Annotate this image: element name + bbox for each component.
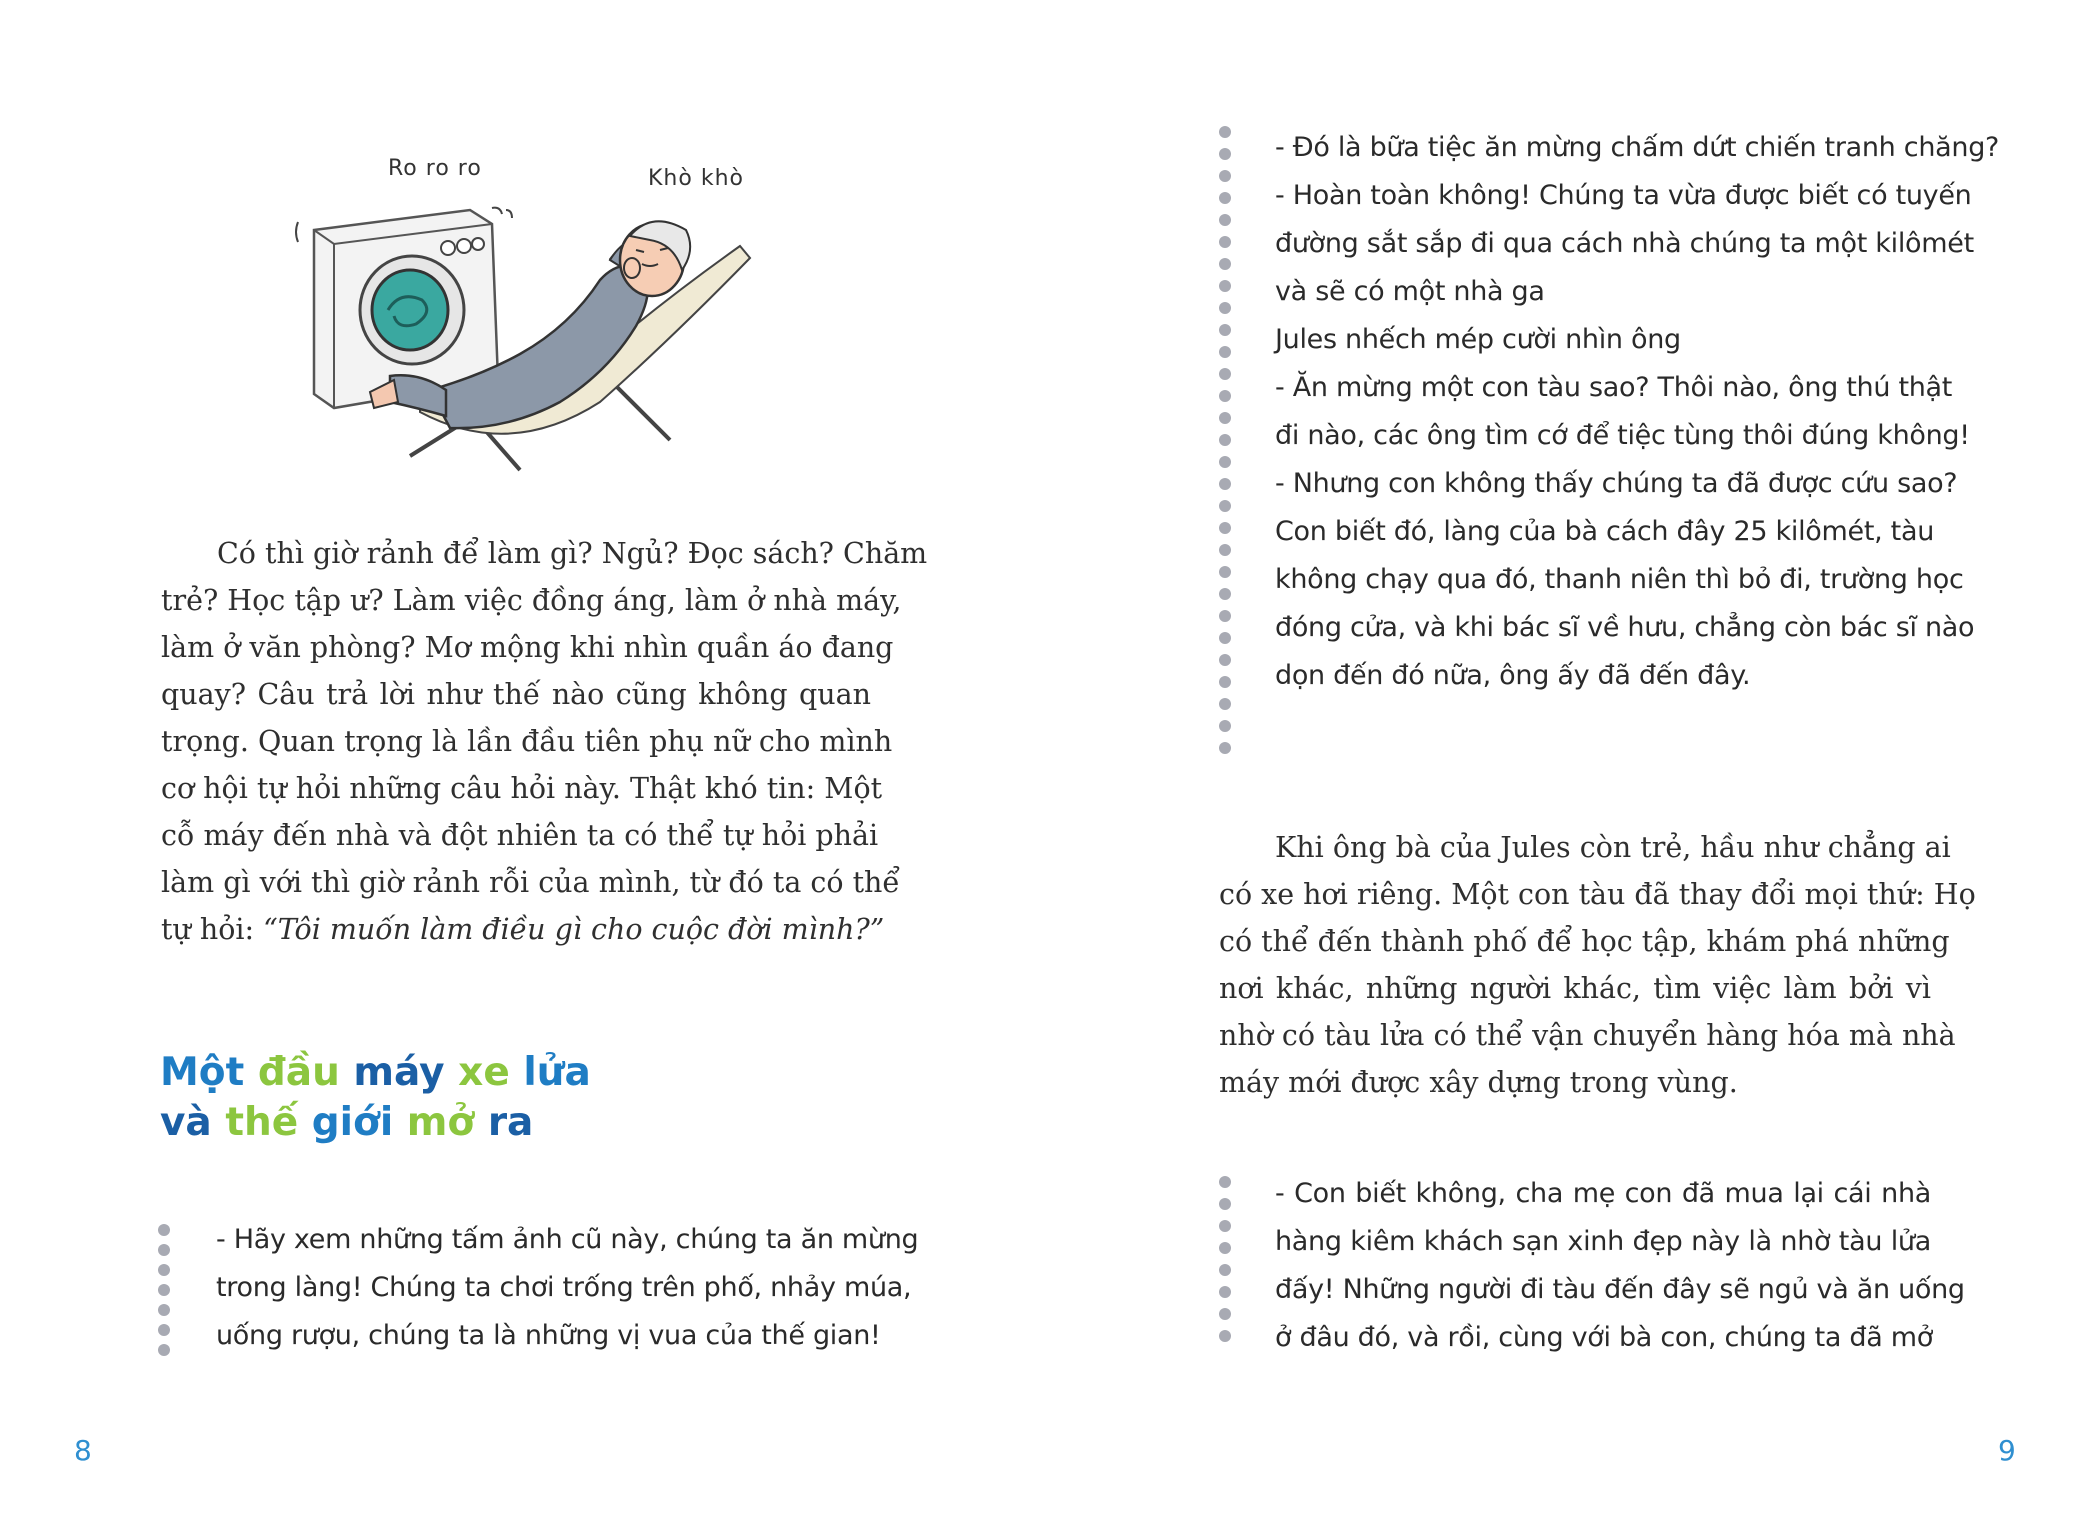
right-page	[1039, 0, 2078, 1528]
paragraph-line: làm ở văn phòng? Mơ mộng khi nhìn quần áo đang	[161, 631, 894, 664]
paragraph-line: cỗ máy đến nhà và đột nhiên ta có thể tự hỏi phải	[161, 819, 879, 852]
paragraph-last-prefix: tự hỏi:	[161, 913, 264, 946]
dialog-line: đóng cửa, và khi bác sĩ về hưu, chẳng còn bác sĩ nào	[1275, 612, 1975, 643]
heading-line-1	[160, 1048, 591, 1098]
paragraph-last-line	[161, 906, 885, 953]
heading-word: lửa	[523, 1050, 591, 1095]
washing-machine-illustration	[270, 140, 790, 510]
heading-word: Một	[160, 1050, 245, 1095]
dialog-line: hàng kiêm khách sạn xinh đẹp này là nhờ tàu lửa	[1275, 1226, 1931, 1257]
sound-label-washer: Ro ro ro	[388, 156, 482, 181]
dialog-line: ở đâu đó, và rồi, cùng với bà con, chúng ta đã mở	[1275, 1322, 1933, 1353]
heading-word: xe	[458, 1050, 510, 1095]
heading-word: thế	[225, 1100, 299, 1145]
paragraph-line: nhờ có tàu lửa có thể vận chuyển hàng hóa mà nhà	[1219, 1019, 1956, 1052]
dialog-line: đấy! Những người đi tàu đến đây sẽ ngủ và ăn uống	[1275, 1274, 1965, 1305]
paragraph-line: quay? Câu trả lời như thế nào cũng không quan	[161, 678, 871, 711]
heading-word: ra	[487, 1100, 534, 1145]
dialog-line: trong làng! Chúng ta chơi trống trên phố, nhảy múa,	[216, 1272, 912, 1303]
paragraph-line: trẻ? Học tập ư? Làm việc đồng áng, làm ở nhà máy,	[161, 584, 902, 617]
dialog-line: - Đó là bữa tiệc ăn mừng chấm dứt chiến tranh chăng?	[1275, 132, 2000, 163]
right-dialog-1	[1275, 124, 2000, 700]
dialog-line: uống rượu, chúng ta là những vị vua của thế gian!	[216, 1320, 881, 1351]
paragraph-line: có thể đến thành phố để học tập, khám phá những	[1219, 925, 1950, 958]
dialog-line: Jules nhếch mép cười nhìn ông	[1275, 324, 1681, 355]
dialog-line: - Con biết không, cha mẹ con đã mua lại cái nhà	[1275, 1178, 1931, 1209]
paragraph-line: có xe hơi riêng. Một con tàu đã thay đổi mọi thứ: Họ	[1219, 878, 1976, 911]
woman-resting-by-washer-drawing	[270, 140, 790, 510]
dialog-dot-column	[1219, 1176, 1233, 1356]
right-body-paragraph	[1219, 824, 1976, 1106]
dialog-line: - Ăn mừng một con tàu sao? Thôi nào, ông thú thật	[1275, 372, 1953, 403]
left-body-paragraph	[161, 530, 928, 953]
dialog-dot-column	[1219, 126, 1233, 756]
heading-word: máy	[353, 1050, 445, 1095]
paragraph-line: Có thì giờ rảnh để làm gì? Ngủ? Đọc sách? Chăm	[217, 537, 928, 570]
heading-line-2	[160, 1098, 591, 1148]
left-dialog	[216, 1216, 919, 1360]
section-heading	[160, 1048, 591, 1148]
right-dialog-2	[1275, 1170, 1965, 1362]
paragraph-quote: “Tôi muốn làm điều gì cho cuộc đời mình?”	[263, 913, 885, 946]
paragraph-line: làm gì với thì giờ rảnh rỗi của mình, từ đó ta có thể	[161, 866, 900, 899]
paragraph-line: nơi khác, những người khác, tìm việc làm bởi vì	[1219, 972, 1931, 1005]
page-number-left: 8	[74, 1434, 92, 1467]
paragraph-line: trọng. Quan trọng là lần đầu tiên phụ nữ cho mình	[161, 725, 893, 758]
dialog-dot-column	[158, 1224, 172, 1354]
dialog-line: đi nào, các ông tìm cớ để tiệc tùng thôi đúng không!	[1275, 420, 1970, 451]
dialog-line: dọn đến đó nữa, ông ấy đã đến đây.	[1275, 660, 1751, 691]
dialog-line: - Hoàn toàn không! Chúng ta vừa được biết có tuyến	[1275, 180, 1972, 211]
dialog-line: không chạy qua đó, thanh niên thì bỏ đi, trường học	[1275, 564, 1964, 595]
dialog-line: và sẽ có một nhà ga	[1275, 276, 1545, 307]
dialog-line: Con biết đó, làng của bà cách đây 25 kilômét, tàu	[1275, 516, 1935, 547]
sound-label-snore: Khò khò	[648, 166, 744, 191]
heading-word: và	[160, 1100, 212, 1145]
dialog-line: - Nhưng con không thấy chúng ta đã được cứu sao?	[1275, 468, 1958, 499]
heading-word: mở	[406, 1100, 475, 1145]
heading-word: đầu	[257, 1050, 340, 1095]
paragraph-line: cơ hội tự hỏi những câu hỏi này. Thật khó tin: Một	[161, 772, 883, 805]
dialog-line: đường sắt sắp đi qua cách nhà chúng ta một kilômét	[1275, 228, 1974, 259]
paragraph-line: Khi ông bà của Jules còn trẻ, hầu như chẳng ai	[1275, 831, 1951, 864]
paragraph-line: máy mới được xây dựng trong vùng.	[1219, 1066, 1738, 1099]
page-number-right: 9	[1998, 1434, 2016, 1467]
heading-word: giới	[311, 1100, 394, 1145]
dialog-line: - Hãy xem những tấm ảnh cũ này, chúng ta ăn mừng	[216, 1224, 919, 1255]
